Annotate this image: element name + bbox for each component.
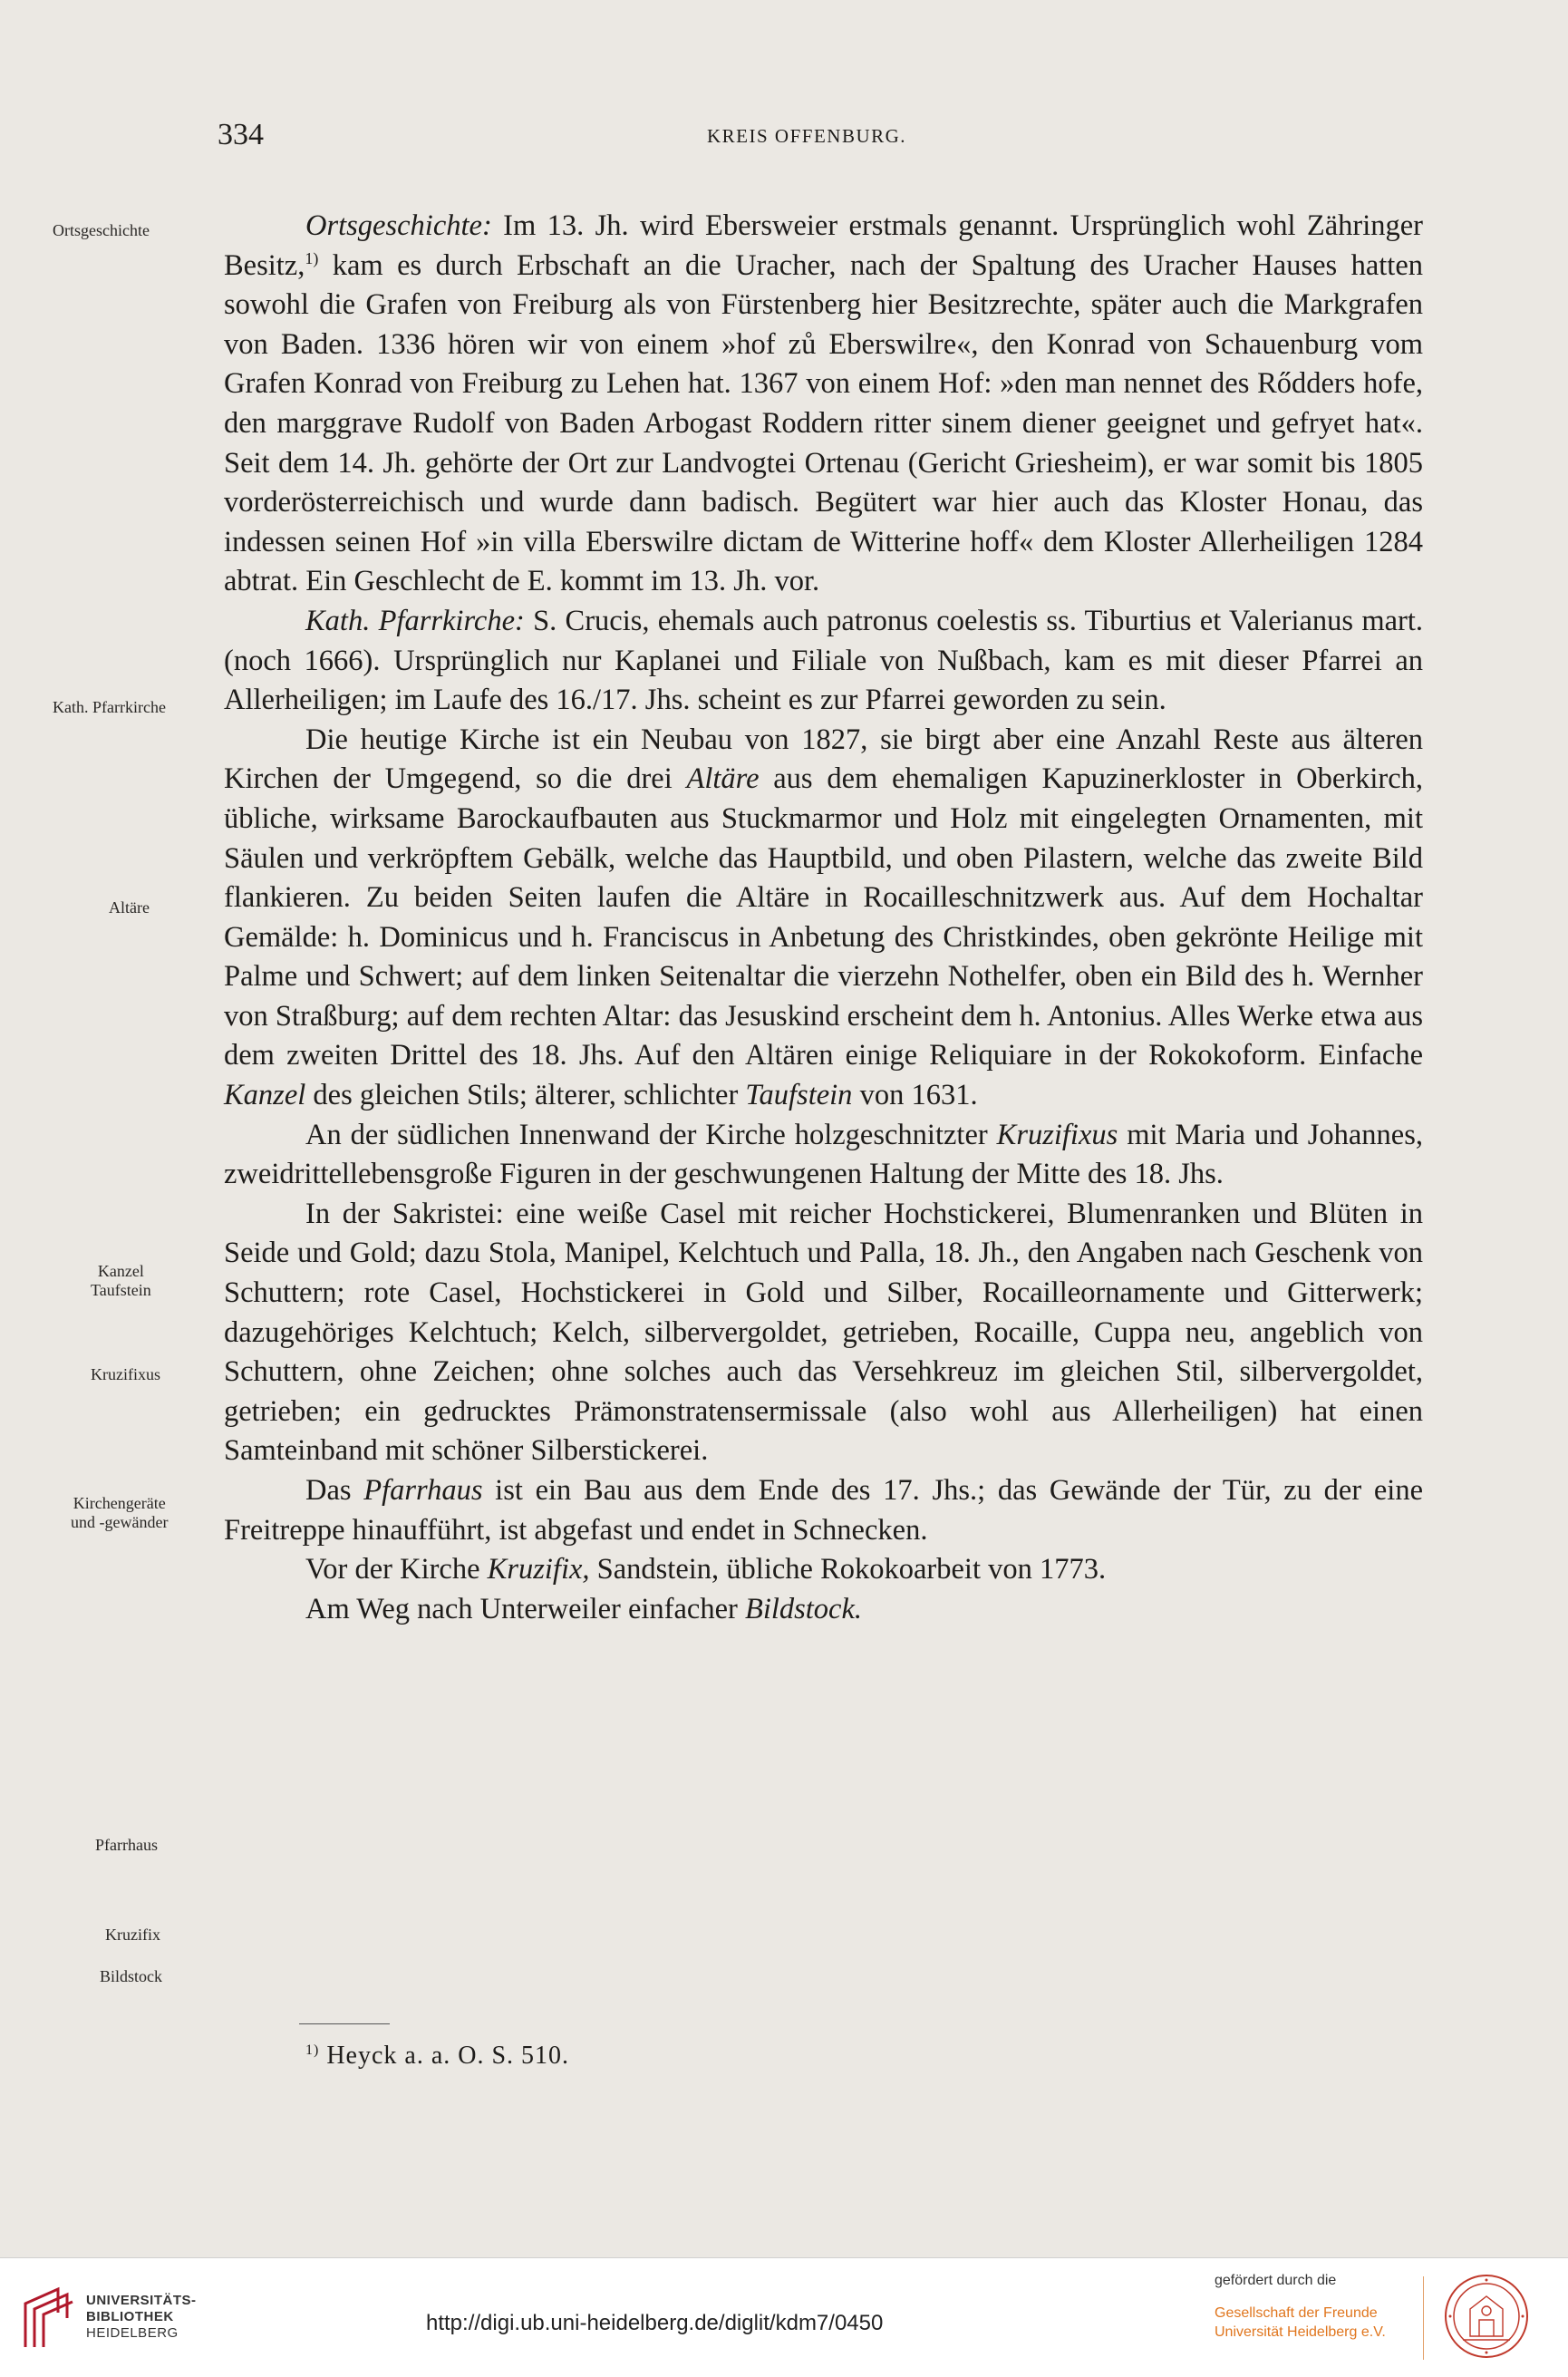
paragraph-pfarrkirche: Kath. Pfarrkirche: S. Crucis, ehemals auch patronus coelestis ss. Tiburtius et Valerianus mart. (noch 1666). Ursprünglich nur Kaplanei und Filiale von Nußbach, kam es mit dieser Pfarrei an Allerheiligen; im Laufe des 16./17. Jhs. scheint es zur Pfarrei geworden zu sein. [224, 604, 1423, 717]
running-head: KREIS OFFENBURG. [707, 125, 907, 147]
margin-note-kruzifixus: Kruzifixus [91, 1365, 160, 1383]
paragraph-kruzifixus: An der südlichen Innenwand der Kirche holzgeschnitzter Kruzifixus mit Maria und Johannes, zweidrittellebensgroße Figuren in der geschwungenen Haltung der Mitte des 18. Jhs. [224, 1118, 1423, 1191]
digitization-footer [0, 2257, 1568, 2377]
margin-note-pfarrkirche: Kath. Pfarrkirche [53, 698, 166, 716]
paragraph-ortsgeschichte: Ortsgeschichte: Im 13. Jh. wird Ebersweier erstmals genannt. Ursprünglich wohl Zähringer Besitz,$^{1)}$ kam es durch Erbschaft an die Uracher, nach der Spaltung des Uracher Hauses hatten sowohl die Grafen von Freiburg als von Fürstenberg hier Besitzrechte, später auch die Markgrafen von Baden. 1336 hören wir von einem »hof zů Eberswilre«, den Konrad von Schauenburg vom Grafen Konrad von Freiburg zu Lehen hat. 1367 von einem Hof: »den man nennet des Rődders hofe, den marggrave Rudolf von Baden Arbogast Roddern ritter sinem diener geeignet und gefryet hat«. Seit dem 14. Jh. gehörte der Ort zur Landvogtei Ortenau (Gericht Griesheim), er war somit bis 1805 vorderösterreichisch und wurde dann badisch. Begütert war hier auch das Kloster Honau, das indessen seinen Hof »in villa Eberswilre dictam de Witterine hoff« dem Kloster Allerheiligen 1284 abtrat. Ein Geschlecht de E. kommt im 13. Jh. vor. [224, 209, 1423, 598]
sponsor-divider [1423, 2276, 1424, 2360]
paragraph-kruzifix: Vor der Kirche Kruzifix, Sandstein, übliche Rokokoarbeit von 1773. [305, 1553, 1107, 1586]
sponsor-intro: gefördert durch die [1215, 2273, 1337, 2288]
paragraph-altaere: Die heutige Kirche ist ein Neubau von 1827, sie birgt aber eine Anzahl Reste aus älteren Kirchen der Umgegend, so die drei Altäre aus dem ehemaligen Kapuzinerkloster in Oberkirch, übliche, wirksame Barockaufbauten aus Stuckmarmor und Holz mit eingelegten Ornamenten, mit Säulen und verkröpftem Gebälk, welche das Hauptbild, und oben Pilastern, welche das zweite Bild flankieren. Zu beiden Seiten laufen die Altäre in Rocailleschnitzwerk aus. Auf dem Hochaltar Gemälde: h. Dominicus und h. Franciscus in Anbetung des Christkindes, oben gekrönte Heilige mit Palme und Schwert; auf dem linken Seitenaltar die vierzehn Nothelfer, oben ein Bild des h. Wernher von Straßburg; auf dem rechten Altar: das Jesuskind erscheint dem h. Antonius. Alles Werke etwa aus dem zweiten Drittel des 18. Jhs. Auf den Altären einige Reliquiare in der Rokokoform. Einfache Kanzel des gleichen Stils; älterer, schlichter Taufstein von 1631. [224, 723, 1423, 1112]
heading-pfarrkirche: Kath. Pfarrkirche: [305, 604, 525, 637]
footnote-reference: 1) [305, 248, 319, 267]
margin-note-kanzel-taufstein: Kanzel Taufstein [91, 1262, 151, 1299]
footnote [305, 2042, 569, 2071]
footnote-divider [299, 2023, 390, 2024]
margin-note-altaere: Altäre [109, 898, 150, 917]
footnote-marker: 1) [305, 2042, 320, 2058]
heading-ortsgeschichte: Ortsgeschichte: [305, 209, 492, 242]
source-url-link[interactable]: http://digi.ub.uni-heidelberg.de/diglit/kdm7/0450 [426, 2311, 884, 2335]
page-number: 334 [218, 118, 264, 151]
paragraph-kirchengeraete: In der Sakristei: eine weiße Casel mit reicher Hochstickerei, Blumenranken und Blüten in Seide und Gold; dazu Stola, Manipel, Kelchtuch und Palla, 18. Jh., den Angaben nach Geschenk von Schuttern; rote Casel, Hochstickerei in Gold und Silber, Rocailleornamente und Gitterwerk; dazugehöriges Kelchtuch; Kelch, silbervergoldet, getrieben, Rocaille, Cuppa neu, angeblich von Schuttern, ohne Zeichen; ohne solches auch das Versehkreuz im gleichen Stil, silbervergoldet, getrieben; ein gedrucktes Prämonstratensermissale (also wohl aus Allerheiligen) hat einen Samteinband mit schöner Silberstickerei. [224, 1197, 1423, 1468]
page-header [0, 118, 1568, 154]
ub-heidelberg-logo-icon[interactable] [22, 2285, 76, 2351]
margin-note-bildstock: Bildstock [100, 1967, 163, 1985]
margin-note-kirchengeraete: Kirchengeräte und -gewänder [71, 1494, 169, 1531]
footnote-text: Heyck a. a. O. S. 510. [319, 2042, 570, 2070]
paragraph-pfarrhaus: Das Pfarrhaus ist ein Bau aus dem Ende des 17. Jhs.; das Gewände der Tür, zu der eine Freitreppe hinaufführt, ist abgefast und endet in Schnecken. [224, 1474, 1423, 1547]
library-name: UNIVERSITÄTS- BIBLIOTHEK HEIDELBERG [86, 2293, 197, 2341]
margin-note-ortsgeschichte: Ortsgeschichte [53, 221, 150, 239]
margin-note-kruzifix: Kruzifix [105, 1926, 160, 1944]
university-seal-icon [1443, 2273, 1530, 2360]
paragraph-bildstock: Am Weg nach Unterweiler einfacher Bildstock. [305, 1592, 863, 1625]
body-text [224, 207, 1423, 1629]
sponsor-name[interactable]: Gesellschaft der Freunde Universität Heidelberg e.V. [1215, 2305, 1386, 2340]
margin-note-pfarrhaus: Pfarrhaus [95, 1836, 158, 1854]
